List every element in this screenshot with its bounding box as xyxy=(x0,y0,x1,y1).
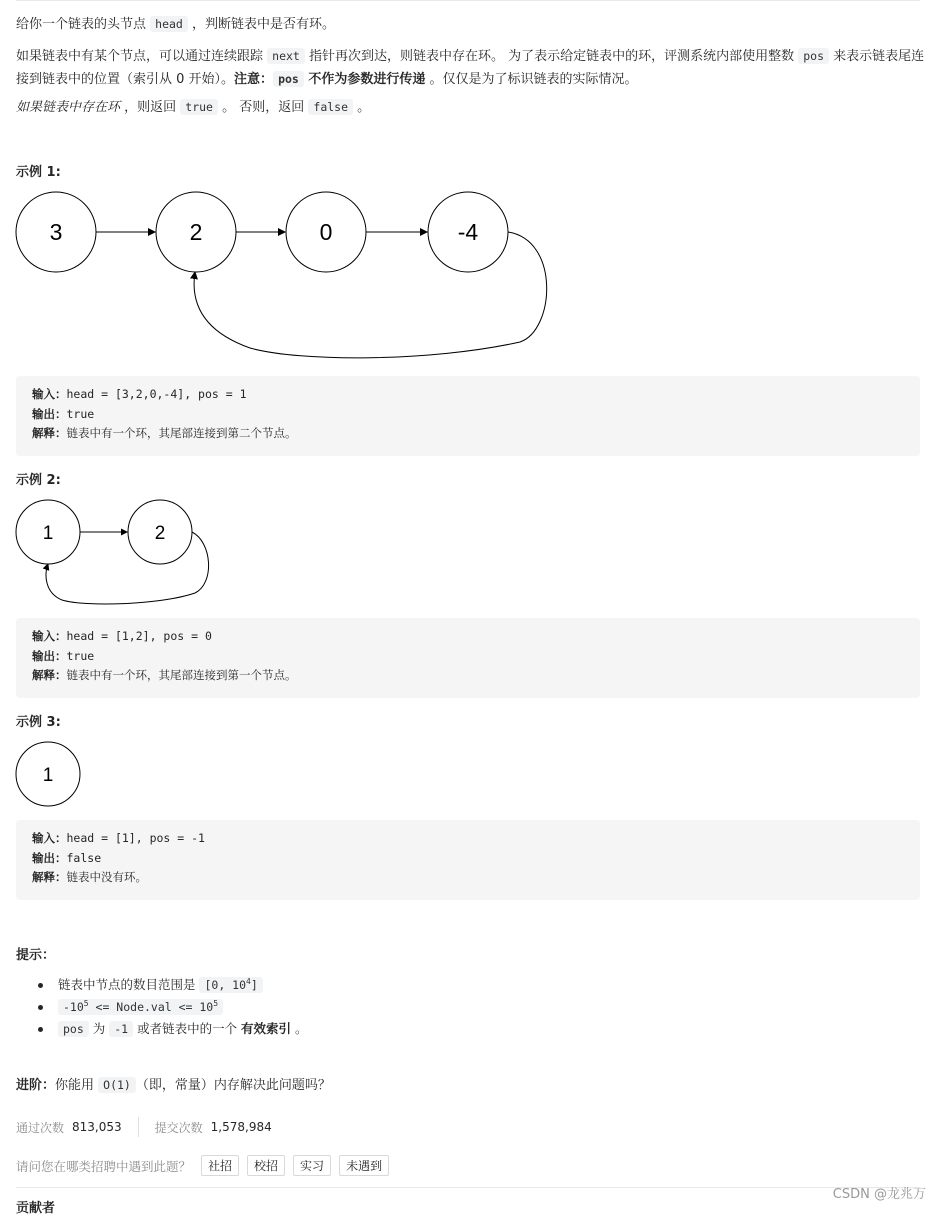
survey-question: 请问您在哪类招聘中遇到此题？ xyxy=(16,1158,192,1174)
bold-text: 有效索引 xyxy=(241,1021,292,1036)
example-1-title: 示例 1: xyxy=(16,165,61,180)
text: 给你一个链表的头节点 xyxy=(16,17,151,32)
survey-option-social[interactable]: 社招 xyxy=(201,1155,239,1176)
node-label: -4 xyxy=(457,219,479,245)
tips-list xyxy=(38,974,308,1040)
output-label: 输出： xyxy=(32,648,67,663)
inline-code xyxy=(58,999,223,1015)
advanced-paragraph xyxy=(16,1074,926,1097)
stats-divider xyxy=(138,1117,139,1137)
superscript: 4 xyxy=(246,977,251,987)
text: 。 xyxy=(353,100,371,115)
example-3-diagram xyxy=(0,738,100,813)
pass-count-label: 通过次数 xyxy=(16,1120,65,1135)
survey-option-campus[interactable]: 校招 xyxy=(247,1155,285,1176)
note-text: 不作为参数进行传递 xyxy=(303,72,426,87)
description-paragraph-1 xyxy=(16,13,926,36)
example-1-code xyxy=(16,376,920,456)
description-paragraph-3 xyxy=(16,96,926,119)
code-text: -10 xyxy=(63,1000,84,1014)
tip-item xyxy=(38,1018,308,1040)
example-2-code xyxy=(16,618,920,698)
text: 链表中节点的数目范围是 xyxy=(58,977,200,992)
inline-code: pos xyxy=(58,1021,89,1037)
inline-code: O(1) xyxy=(98,1077,136,1093)
example-2-diagram xyxy=(0,495,260,610)
text: ，判断链表中是否有环。 xyxy=(187,17,335,32)
code-text: ] xyxy=(250,978,258,992)
node-label: 3 xyxy=(49,219,63,245)
advanced-label: 进阶： xyxy=(16,1078,56,1093)
code-text: <= Node.val <= 10 xyxy=(88,1000,214,1014)
text: 你能用 xyxy=(55,1078,99,1093)
node-label: 1 xyxy=(42,765,54,786)
text: 指针再次到达，则链表中存在环。 为了表示给定链表中的环，评测系统内部使用整数 xyxy=(304,49,799,64)
inline-code: true xyxy=(180,99,218,115)
description-paragraph-2 xyxy=(16,45,926,91)
inline-code xyxy=(199,977,262,993)
explain-value: 链表中有一个环，其尾部连接到第二个节点。 xyxy=(66,426,297,440)
tip-item xyxy=(38,974,308,996)
tips-title: 提示： xyxy=(16,948,56,963)
inline-code: -1 xyxy=(109,1021,133,1037)
input-value: head = [1], pos = -1 xyxy=(66,831,205,845)
text: 来表示链表尾连接到链表中的位置（索引从 0 开始）。 xyxy=(16,49,925,87)
output-label: 输出： xyxy=(32,850,67,865)
bottom-divider xyxy=(16,1187,920,1188)
text: 。 xyxy=(291,1021,308,1036)
text: 。 否则，返回 xyxy=(217,100,309,115)
inline-code: head xyxy=(150,16,188,32)
submission-stats xyxy=(16,1117,272,1137)
text: （即，常量）内存解决此问题吗？ xyxy=(135,1078,331,1093)
output-label: 输出： xyxy=(32,406,67,421)
tip-item xyxy=(38,996,308,1018)
pass-count-value: 813,053 xyxy=(72,1120,122,1134)
top-divider xyxy=(16,0,920,1)
input-label: 输入： xyxy=(32,629,67,643)
superscript: 5 xyxy=(83,999,89,1009)
inline-code: next xyxy=(267,48,305,64)
explain-value: 链表中没有环。 xyxy=(66,870,147,884)
input-label: 输入： xyxy=(32,387,67,401)
submit-count-value: 1,578,984 xyxy=(210,1120,272,1134)
output-value: true xyxy=(66,648,95,663)
node-label: 2 xyxy=(154,523,166,544)
explain-label: 解释： xyxy=(32,426,67,440)
contributors-heading: 贡献者 xyxy=(16,1201,56,1216)
inline-code: pos xyxy=(273,71,304,87)
inline-code: false xyxy=(308,99,353,115)
code-text: [0, 10 xyxy=(204,978,247,992)
node-label: 2 xyxy=(189,219,203,245)
survey-option-intern[interactable]: 实习 xyxy=(293,1155,331,1176)
output-value: false xyxy=(66,850,102,865)
node-label: 0 xyxy=(319,219,333,245)
watermark: CSDN @龙兆万 xyxy=(832,1187,926,1202)
superscript: 5 xyxy=(213,999,219,1009)
input-value: head = [1,2], pos = 0 xyxy=(66,629,212,643)
note-label: 注意： xyxy=(234,72,274,87)
text: 。仅仅是为了标识链表的实际情况。 xyxy=(425,72,638,87)
input-label: 输入： xyxy=(32,831,67,845)
text: 为 xyxy=(88,1021,110,1036)
example-2-title: 示例 2: xyxy=(16,473,61,488)
text: 如果链表中有某个节点，可以通过连续跟踪 xyxy=(16,49,268,64)
survey-option-never[interactable]: 未遇到 xyxy=(339,1155,389,1176)
example-3-title: 示例 3: xyxy=(16,715,61,730)
input-value: head = [3,2,0,-4], pos = 1 xyxy=(66,387,247,401)
explain-label: 解释： xyxy=(32,870,67,884)
interview-survey xyxy=(16,1155,397,1176)
example-3-code xyxy=(16,820,920,900)
submit-count-label: 提交次数 xyxy=(154,1120,203,1135)
node-label: 1 xyxy=(42,523,54,544)
inline-code: pos xyxy=(798,48,829,64)
example-1-diagram xyxy=(0,180,600,370)
text: ，则返回 xyxy=(120,100,181,115)
explain-value: 链表中有一个环，其尾部连接到第一个节点。 xyxy=(66,668,297,682)
text: 或者链表中的一个 xyxy=(133,1021,242,1036)
explain-label: 解释： xyxy=(32,668,67,682)
output-value: true xyxy=(66,406,95,421)
text: 如果链表中存在环 xyxy=(16,100,121,115)
